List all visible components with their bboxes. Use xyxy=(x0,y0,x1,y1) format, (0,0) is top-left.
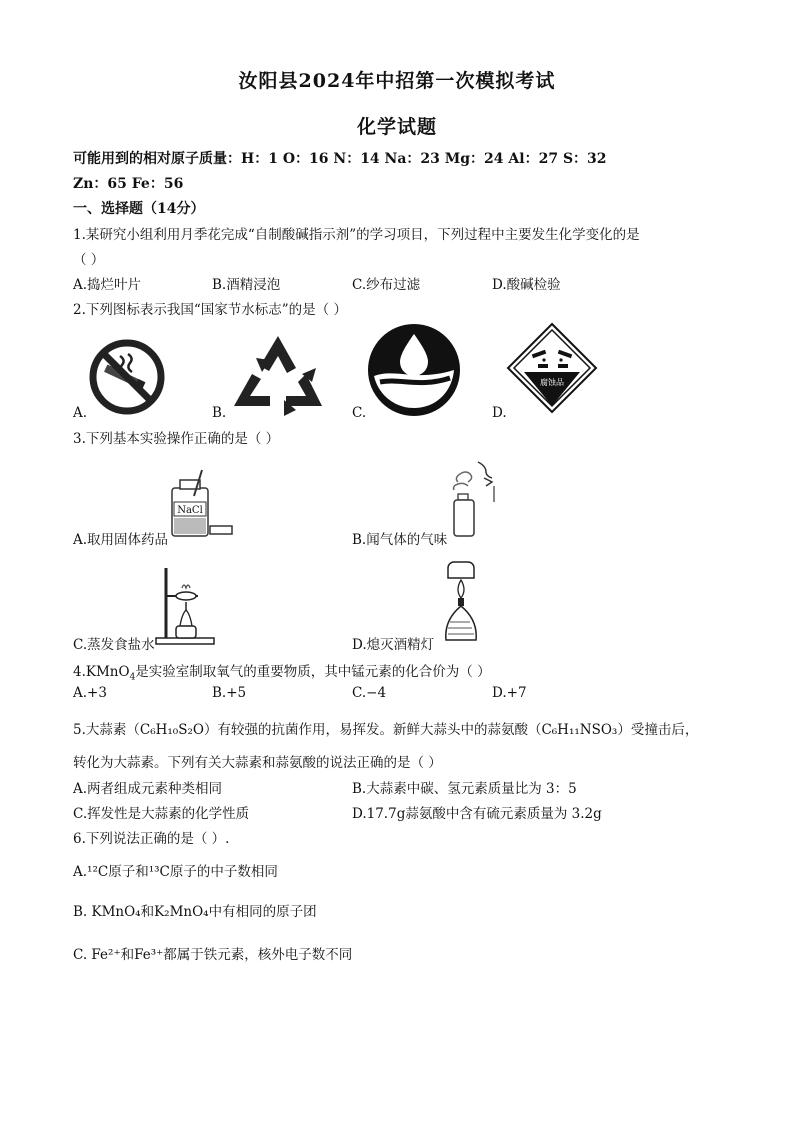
q2-option-b: B. xyxy=(212,405,227,421)
q4-stem-subscript: 4 xyxy=(129,672,136,683)
q2-stem: 2.下列图标表示我国“国家节水标志”的是（ ） xyxy=(73,302,347,318)
q3-stem: 3.下列基本实验操作正确的是（ ） xyxy=(73,431,280,447)
q1-option-c: C.纱布过滤 xyxy=(352,277,421,293)
q2-option-a: A. xyxy=(73,405,88,421)
solid-reagent-bottle-illustration xyxy=(166,466,238,540)
q5-option-a: A.两者组成元素种类相同 xyxy=(73,781,223,797)
q4-option-d: D.+7 xyxy=(492,685,527,701)
q3-option-c: C.蒸发食盐水 xyxy=(73,637,155,653)
q4-option-c: C.−4 xyxy=(352,685,387,701)
evaporation-setup-illustration xyxy=(152,564,218,648)
q1-paren: （ ） xyxy=(73,252,105,268)
q1-stem: 1.某研究小组利用月季花完成“自制酸碱指示剂”的学习项目，下列过程中主要发生化学变化的是 xyxy=(73,227,640,243)
q4-stem-text: 是实验室制取氧气的重要物质，其中锰元素的化合价为（ ） xyxy=(135,664,491,680)
exam-title: 汝阳县2024年中招第一次模拟考试 xyxy=(238,70,556,92)
exam-subject: 化学试题 xyxy=(356,116,437,138)
no-smoking-icon xyxy=(86,336,168,418)
q1-option-d: D.酸碱检验 xyxy=(492,277,561,293)
corrosive-label: 腐蚀品 xyxy=(540,378,564,387)
section-heading: 一、选择题（14分） xyxy=(73,201,205,217)
q6-option-b: B. KMnO₄和K₂MnO₄中有相同的原子团 xyxy=(73,904,317,920)
q2-option-d: D. xyxy=(492,405,507,421)
q3-option-d: D.熄灭酒精灯 xyxy=(352,637,435,653)
atomic-mass-line-1: 可能用到的相对原子质量：H：1 O：16 N：14 Na：23 Mg：24 Al：27 S：32 xyxy=(73,151,607,167)
q4-option-b: B.+5 xyxy=(212,685,247,701)
q4-stem xyxy=(73,660,491,683)
q6-option-c: C. Fe²⁺和Fe³⁺都属于铁元素，核外电子数不同 xyxy=(73,947,353,963)
q1-option-a: A.捣烂叶片 xyxy=(73,277,142,293)
q3-option-a: A.取用固体药品 xyxy=(73,532,169,548)
q4-stem-formula: 4.KMnO xyxy=(73,664,130,680)
q6-option-a: A.¹²C原子和¹³C原子的中子数相同 xyxy=(73,864,278,880)
q2-option-c: C. xyxy=(352,405,367,421)
nacl-label: NaCl xyxy=(177,505,203,516)
q6-stem: 6.下列说法正确的是（ ）. xyxy=(73,831,230,847)
q5-option-c: C.挥发性是大蒜素的化学性质 xyxy=(73,806,250,822)
q5-option-d: D.17.7g蒜氨酸中含有硫元素质量为 3.2g xyxy=(352,806,602,822)
q1-option-b: B.酒精浸泡 xyxy=(212,277,281,293)
q5-option-b: B.大蒜素中碳、氢元素质量比为 3：5 xyxy=(352,781,577,797)
q3-option-b: B.闻气体的气味 xyxy=(352,532,448,548)
atomic-mass-line-2: Zn：65 Fe：56 xyxy=(73,176,184,192)
smell-gas-illustration xyxy=(444,458,500,540)
corrosive-icon xyxy=(506,322,598,414)
water-saving-icon xyxy=(366,322,462,418)
extinguish-lamp-illustration xyxy=(438,558,484,648)
recycle-icon xyxy=(226,330,330,418)
q5-stem-line-1: 5.大蒜素（C₆H₁₀S₂O）有较强的抗菌作用，易挥发。新鲜大蒜头中的蒜氨酸（C₆H₁₁NSO₃）受撞击后， xyxy=(73,722,699,738)
q4-option-a: A.+3 xyxy=(73,685,107,701)
q5-stem-line-2: 转化为大蒜素。下列有关大蒜素和蒜氨酸的说法正确的是（ ） xyxy=(73,755,442,771)
